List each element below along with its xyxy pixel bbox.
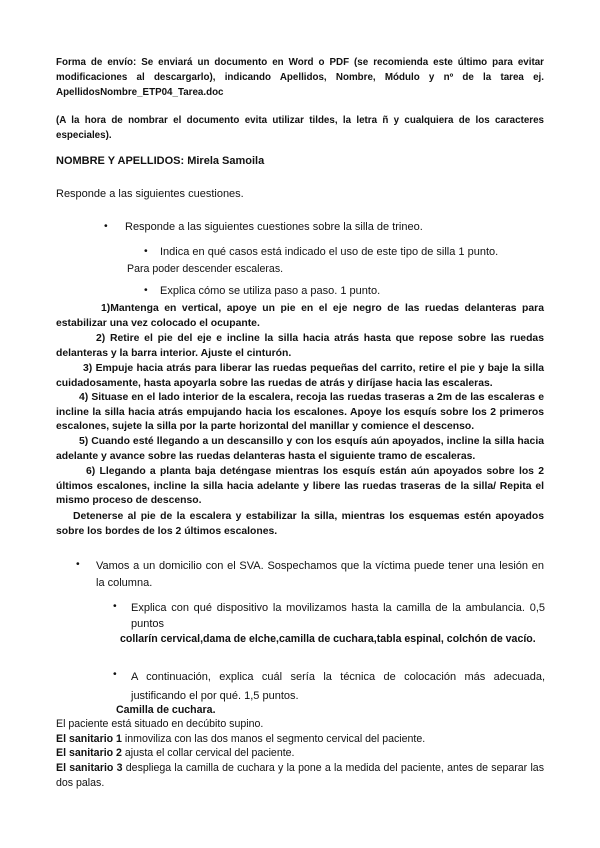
step-2: 2) Retire el pie del eje e incline la silla hacia atrás hasta que repose sobre las ruedas delanteras y la barra interior. Ajuste el cinturón.: [56, 333, 544, 359]
section2-question-1: Explica con qué dispositivo la movilizamos hasta la camilla de la ambulancia. 0,5 puntos: [131, 602, 545, 630]
intro-text: Responde a las siguientes cuestiones.: [56, 188, 244, 200]
section1-question-1: Indica en qué casos está indicado el uso de este tipo de silla 1 punto.: [160, 246, 499, 258]
section1-heading: Responde a las siguientes cuestiones sobre la silla de trineo.: [125, 221, 423, 233]
section2-answer-2-title: Camilla de cuchara.: [116, 704, 216, 716]
sanitario-2-line: [56, 746, 544, 761]
step-6: 6) Llegando a planta baja deténgase mientras los esquís están aún apoyados sobre los 2 últimos escalones, incline la silla hacia adelante y libere las ruedas traseras de la silla/ Repita el mismo proceso de descenso.: [56, 466, 544, 506]
section2-heading: Vamos a un domicilio con el SVA. Sospechamos que la víctima puede tener una lesión en la columna.: [96, 560, 544, 589]
step-4: 4) Situase en el lado interior de la escalera, recoja las ruedas traseras a 2m de las escaleras e incline la silla hacia atrás empujando hacia los escalones. Apoye los esquís sobre los 2 primeros escalones, sujete la silla por la parte horizontal del manillar y comience el descenso.: [56, 392, 544, 432]
sanitario-2-text: ajusta el collar cervical del paciente.: [121, 747, 295, 759]
sanitario-1-label: El sanitario 1: [56, 733, 122, 745]
section1-question-2: Explica cómo se utiliza paso a paso. 1 punto.: [160, 285, 381, 297]
section2-answer-1: collarín cervical,dama de elche,camilla de cuchara,tabla espinal, colchón de vacío.: [120, 633, 536, 645]
step-7: Detenerse al pie de la escalera y estabilizar la silla, mientras los esquemas estén apoyados sobre los bordes de los 2 últimos escalones.: [56, 511, 544, 537]
bullet-section-2: •: [76, 559, 80, 570]
patient-position-line: El paciente está situado en decúbito supino.: [56, 718, 264, 730]
bullet-s1-q1: •: [144, 246, 148, 257]
section2-question-2: A continuación, explica cuál sería la técnica de colocación más adecuada, justificando el por qué. 1,5 puntos.: [131, 671, 545, 702]
section1-answer-1: Para poder descender escaleras.: [127, 263, 284, 275]
sanitario-3-line: [56, 761, 544, 790]
bullet-s1-q2: •: [144, 285, 148, 296]
naming-note: (A la hora de nombrar el documento evita utilizar tildes, la letra ñ y cualquiera de los caracteres especiales).: [56, 115, 544, 141]
sanitario-1-line: [56, 732, 544, 747]
submission-instructions: Forma de envío: Se enviará un documento en Word o PDF (se recomienda este último para evitar modificaciones al descargarlo), indicando Apellidos, Nombre, Módulo y nº de la tarea ej. ApellidosNombre_ETP04_Tarea.doc: [56, 57, 544, 98]
student-name-line: NOMBRE Y APELLIDOS: Mirela Samoila: [56, 155, 265, 167]
sanitario-1-text: inmoviliza con las dos manos el segmento cervical del paciente.: [121, 733, 426, 745]
step-1: 1)Mantenga en vertical, apoye un pie en el eje negro de las ruedas delanteras para estabilizar una vez colocado el ocupante.: [56, 303, 544, 329]
sanitario-3-text: despliega la camilla de cuchara y la pone a la medida del paciente, antes de separar las dos palas.: [56, 762, 544, 789]
step-5: 5) Cuando esté llegando a un descansillo y con los esquís aún apoyados, incline la silla hacia adelante y avance sobre las ruedas delanteras hasta el siguiente tramo de escaleras.: [56, 436, 544, 462]
bullet-s2-q2: •: [113, 669, 117, 680]
step-3: 3) Empuje hacia atrás para liberar las ruedas pequeñas del carrito, retire el pie y baje la silla cuidadosamente, hasta apoyarla sobre las ruedas de atrás y diríjase hacia las escaleras.: [56, 363, 544, 389]
sanitario-3-label: El sanitario 3: [56, 762, 123, 774]
sanitario-2-label: El sanitario 2: [56, 747, 122, 759]
bullet-section-1: •: [104, 221, 108, 232]
bullet-s2-q1: •: [113, 601, 117, 612]
